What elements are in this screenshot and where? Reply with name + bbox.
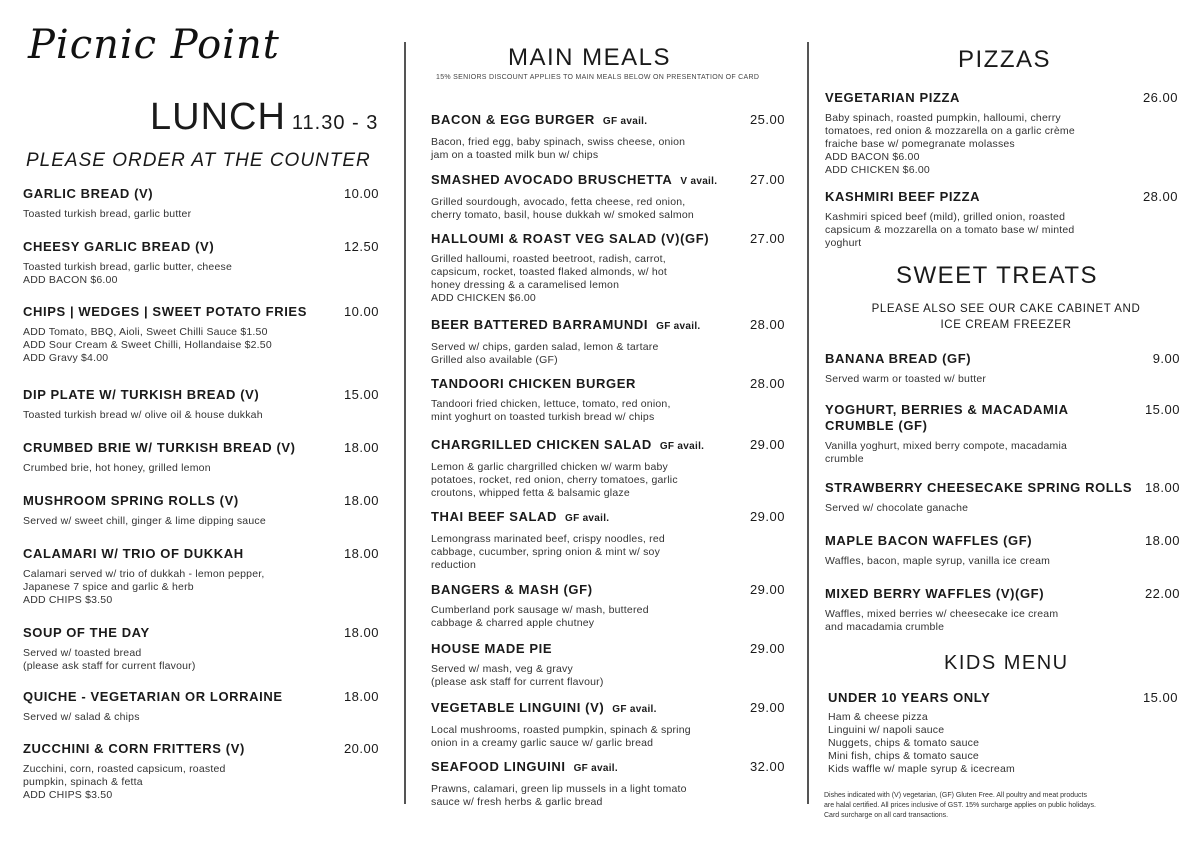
- menu-item-name-text: KASHMIRI BEEF PIZZA: [825, 189, 981, 204]
- dietary-tag: GF avail.: [602, 116, 648, 127]
- menu-item-desc: Lemongrass marinated beef, crispy noodles, red cabbage, cucumber, spring onion & mint w/ soy reduction: [431, 533, 665, 571]
- menu-item-price: 29.00: [749, 437, 785, 452]
- dietary-tag: GF avail.: [656, 321, 701, 332]
- menu-item: [431, 759, 785, 809]
- menu-item-name-text: BEER BATTERED BARRAMUNDI: [431, 317, 649, 332]
- menu-item-name-text: CHARGRILLED CHICKEN SALAD: [431, 437, 652, 452]
- cake-cabinet-note-line1: PLEASE ALSO SEE OUR CAKE CABINET AND: [871, 303, 1141, 315]
- menu-item-name-text: CHEESY GARLIC BREAD (V): [23, 239, 215, 254]
- menu-item-desc: Served warm or toasted w/ butter: [825, 373, 987, 385]
- pizzas-title: PIZZAS: [958, 46, 1052, 73]
- menu-item: [825, 189, 1178, 250]
- lunch-heading: [150, 96, 378, 139]
- menu-item-name: [23, 239, 379, 255]
- menu-item: [431, 172, 785, 222]
- menu-item-desc: Zucchini, corn, roasted capsicum, roasted pumpkin, spinach & fetta ADD CHIPS $3.50: [23, 763, 226, 801]
- menu-item-price: 28.00: [749, 376, 785, 391]
- menu-item-name: [431, 172, 785, 190]
- menu-item-name-text: HOUSE MADE PIE: [431, 641, 553, 656]
- menu-item-price: 12.50: [343, 239, 379, 254]
- dietary-tag: GF avail.: [565, 513, 610, 524]
- kids-menu-price: 15.00: [1142, 690, 1178, 705]
- menu-item-price: 18.00: [343, 689, 379, 704]
- menu-item-name: [431, 231, 785, 247]
- menu-item-name: [23, 625, 379, 641]
- menu-item-price: 15.00: [343, 387, 379, 402]
- column-divider-right: [807, 42, 809, 804]
- menu-item-desc: Served w/ toasted bread (please ask staff for current flavour): [23, 647, 196, 672]
- menu-item-desc: Waffles, mixed berries w/ cheesecake ice cream and macadamia crumble: [825, 608, 1059, 633]
- menu-item-desc: Kashmiri spiced beef (mild), grilled onion, roasted capsicum & mozzarella on a tomato base w/ minted yoghurt: [825, 211, 1075, 249]
- menu-item-desc: Prawns, calamari, green lip mussels in a light tomato sauce w/ fresh herbs & garlic bread: [431, 783, 687, 808]
- menu-item-desc: Served w/ salad & chips: [23, 711, 140, 723]
- menu-item-price: 29.00: [749, 509, 785, 524]
- menu-item-name-text: YOGHURT, BERRIES & MACADAMIA CRUMBLE (GF): [825, 402, 1069, 433]
- lunch-hours: 11.30 - 3: [291, 112, 379, 134]
- menu-item-price: 27.00: [749, 231, 785, 246]
- menu-item: [23, 304, 379, 365]
- menu-item-price: 27.00: [749, 172, 785, 187]
- menu-item-name-text: STRAWBERRY CHEESECAKE SPRING ROLLS: [825, 480, 1133, 495]
- menu-item-name-text: SMASHED AVOCADO BRUSCHETTA: [431, 172, 673, 187]
- menu-item-desc: Calamari served w/ trio of dukkah - lemon pepper, Japanese 7 spice and garlic & herb ADD CHIPS $3.50: [23, 568, 265, 606]
- menu-item-name-text: GARLIC BREAD (V): [23, 186, 154, 201]
- menu-item-name-text: CALAMARI W/ TRIO OF DUKKAH: [23, 546, 244, 561]
- cake-cabinet-note: [838, 301, 1174, 333]
- menu-item: [431, 376, 785, 424]
- menu-item-desc: Grilled halloumi, roasted beetroot, radish, carrot, capsicum, rocket, toasted flaked almonds, w/ hot honey dressing & a caramelised lemon ADD CHICKEN $6.00: [431, 253, 668, 304]
- menu-item-price: 29.00: [749, 700, 785, 715]
- menu-item-desc: Served w/ chocolate ganache: [825, 502, 969, 514]
- menu-item-desc: Baby spinach, roasted pumpkin, halloumi, cherry tomatoes, red onion & mozzarella on a garlic crème fraiche base w/ pomegranate molasses ADD BACON $6.00 ADD CHICKEN $6.00: [825, 112, 1075, 176]
- menu-item: [825, 586, 1180, 634]
- menu-item: [23, 387, 379, 422]
- menu-item-desc: Served w/ mash, veg & gravy (please ask staff for current flavour): [431, 663, 604, 688]
- menu-item-name-text: DIP PLATE W/ TURKISH BREAD (V): [23, 387, 260, 402]
- menu-item-name: [825, 586, 1180, 602]
- menu-item: [23, 546, 379, 607]
- menu-item-desc: Grilled sourdough, avocado, fetta cheese, red onion, cherry tomato, basil, house dukkah w/ smoked salmon: [431, 196, 694, 221]
- menu-item-name: [431, 641, 785, 657]
- menu-item-desc: Toasted turkish bread w/ olive oil & house dukkah: [23, 409, 263, 421]
- kids-menu-desc: Ham & cheese pizza Linguini w/ napoli sauce Nuggets, chips & tomato sauce Mini fish, chips & tomato sauce Kids waffle w/ maple syrup & icecream: [828, 711, 1015, 775]
- menu-item-price: 26.00: [1142, 90, 1178, 105]
- menu-item-name-text: THAI BEEF SALAD: [431, 509, 557, 524]
- menu-item-price: 28.00: [1142, 189, 1178, 204]
- menu-item-price: 18.00: [1144, 533, 1180, 548]
- menu-item-name: [825, 351, 1180, 367]
- menu-item: [23, 625, 379, 673]
- sweet-treats-title: SWEET TREATS: [896, 262, 1099, 289]
- menu-item: [431, 317, 785, 367]
- menu-item: [23, 741, 379, 802]
- kids-menu-name: UNDER 10 YEARS ONLY: [828, 690, 991, 705]
- menu-item-desc: Tandoori fried chicken, lettuce, tomato, red onion, mint yoghurt on toasted turkish bread w/ chips: [431, 398, 671, 423]
- menu-item-name-text: SEAFOOD LINGUINI: [431, 759, 566, 774]
- menu-item-name-text: MIXED BERRY WAFFLES (V)(GF): [825, 586, 1045, 601]
- dietary-tag: GF avail.: [573, 763, 618, 774]
- menu-item-name: [825, 90, 1178, 106]
- menu-item: [825, 90, 1178, 177]
- dietary-footnote: Dishes indicated with (V) vegetarian, (GF) Gluten Free. All poultry and meat products are halal certified. All prices inclusive of GST. 15% surcharge applies on public holidays. Card surcharge on all card transactions.: [824, 792, 1096, 819]
- menu-item: [431, 641, 785, 689]
- menu-item-name: [23, 741, 379, 757]
- menu-item-name: [825, 533, 1180, 549]
- menu-item-price: 28.00: [749, 317, 785, 332]
- menu-item-price: 9.00: [1152, 351, 1180, 366]
- menu-item: [23, 186, 379, 221]
- menu-item-name-text: VEGETABLE LINGUINI (V): [431, 700, 605, 715]
- menu-item-desc: ADD Tomato, BBQ, Aioli, Sweet Chilli Sauce $1.50 ADD Sour Cream & Sweet Chilli, Hollandaise $2.50 ADD Gravy $4.00: [23, 326, 272, 364]
- menu-item: [825, 402, 1180, 466]
- menu-item-name-text: BANANA BREAD (GF): [825, 351, 972, 366]
- menu-item-name-text: CRUMBED BRIE W/ TURKISH BREAD (V): [23, 440, 296, 455]
- menu-item: [825, 351, 1180, 386]
- menu-item-name: [431, 437, 785, 455]
- menu-item-desc: Served w/ chips, garden salad, lemon & tartare Grilled also available (GF): [431, 341, 659, 366]
- menu-item-desc: Local mushrooms, roasted pumpkin, spinach & spring onion in a creamy garlic sauce w/ garlic bread: [431, 724, 691, 749]
- menu-item-price: 18.00: [343, 546, 379, 561]
- dietary-tag: V avail.: [680, 176, 718, 187]
- menu-item-name-text: MAPLE BACON WAFFLES (GF): [825, 533, 1033, 548]
- main-meals-title: MAIN MEALS: [508, 44, 672, 71]
- menu-item-price: 18.00: [1144, 480, 1180, 495]
- menu-item-desc: Vanilla yoghurt, mixed berry compote, macadamia crumble: [825, 440, 1068, 465]
- menu-item-price: 18.00: [343, 440, 379, 455]
- menu-item-desc: Lemon & garlic chargrilled chicken w/ warm baby potatoes, rocket, red onion, cherry tomatoes, garlic croutons, whipped fetta & balsamic glaze: [431, 461, 678, 499]
- lunch-label: LUNCH: [150, 96, 286, 138]
- menu-item-name-text: CHIPS | WEDGES | SWEET POTATO FRIES: [23, 304, 307, 319]
- menu-item-price: 25.00: [749, 112, 785, 127]
- menu-item: [825, 533, 1180, 568]
- menu-item-name-text: ZUCCHINI & CORN FRITTERS (V): [23, 741, 245, 756]
- menu-item-price: 18.00: [343, 493, 379, 508]
- menu-item: [825, 480, 1180, 515]
- kids-menu-title: KIDS MENU: [944, 652, 1069, 674]
- menu-item-desc: Cumberland pork sausage w/ mash, buttered cabbage & charred apple chutney: [431, 604, 649, 629]
- menu-item: [23, 493, 379, 528]
- menu-item-price: 15.00: [1144, 402, 1180, 417]
- menu-item-name: [825, 189, 1178, 205]
- menu-item: [23, 689, 379, 724]
- menu-item: [431, 231, 785, 305]
- menu-item-price: 22.00: [1144, 586, 1180, 601]
- menu-item-name-text: VEGETARIAN PIZZA: [825, 90, 961, 105]
- menu-item-desc: Toasted turkish bread, garlic butter, cheese ADD BACON $6.00: [23, 261, 232, 286]
- seniors-discount-note: 15% SENIORS DISCOUNT APPLIES TO MAIN MEALS BELOW ON PRESENTATION OF CARD: [436, 74, 760, 81]
- menu-item-price: 32.00: [749, 759, 785, 774]
- menu-item-name-text: QUICHE - VEGETARIAN OR LORRAINE: [23, 689, 283, 704]
- menu-item-name: [23, 304, 379, 320]
- menu-item-name: [431, 317, 785, 335]
- menu-item-price: 10.00: [343, 304, 379, 319]
- menu-item-price: 29.00: [749, 582, 785, 597]
- menu-item-name-text: BANGERS & MASH (GF): [431, 582, 593, 597]
- menu-item-name: [23, 546, 379, 562]
- menu-item-name: [431, 376, 785, 392]
- menu-item-name: [431, 700, 785, 718]
- menu-item-name-text: MUSHROOM SPRING ROLLS (V): [23, 493, 239, 508]
- menu-item-name: [23, 689, 379, 705]
- column-divider-left: [404, 42, 406, 804]
- menu-item: [431, 509, 785, 572]
- menu-item-price: 20.00: [343, 741, 379, 756]
- menu-item-desc: Waffles, bacon, maple syrup, vanilla ice cream: [825, 555, 1051, 567]
- menu-item-name: [431, 582, 785, 598]
- menu-item-desc: Crumbed brie, hot honey, grilled lemon: [23, 462, 211, 474]
- menu-item-price: 29.00: [749, 641, 785, 656]
- menu-item: [431, 582, 785, 630]
- dietary-tag: GF avail.: [659, 441, 705, 452]
- menu-item-desc: Served w/ sweet chill, ginger & lime dipping sauce: [23, 515, 266, 527]
- menu-item-price: 10.00: [343, 186, 379, 201]
- menu-item-name: [825, 480, 1180, 496]
- menu-item-name-text: TANDOORI CHICKEN BURGER: [431, 376, 636, 391]
- menu-item: [23, 239, 379, 287]
- menu-item: [431, 437, 785, 500]
- menu-item: [431, 112, 785, 162]
- menu-item-name: [23, 493, 379, 509]
- dietary-tag: GF avail.: [612, 704, 657, 715]
- menu-item-name-text: BACON & EGG BURGER: [431, 112, 595, 127]
- menu-item-name-text: SOUP OF THE DAY: [23, 625, 150, 640]
- menu-item-price: 18.00: [343, 625, 379, 640]
- cake-cabinet-note-line2: ICE CREAM FREEZER: [940, 319, 1072, 331]
- menu-item-name: [431, 509, 785, 527]
- menu-item-name: [23, 387, 379, 403]
- menu-item-name: [23, 440, 379, 456]
- brand-title: Picnic Point: [28, 22, 280, 68]
- menu-item-desc: Bacon, fried egg, baby spinach, swiss cheese, onion jam on a toasted milk bun w/ chips: [431, 136, 686, 161]
- menu-item: [23, 440, 379, 475]
- menu-item-name: [431, 759, 785, 777]
- menu-item: [431, 700, 785, 750]
- menu-item-name: [23, 186, 379, 202]
- order-note: PLEASE ORDER AT THE COUNTER: [26, 150, 371, 171]
- menu-item-desc: Toasted turkish bread, garlic butter: [23, 208, 192, 220]
- menu-item-name: [431, 112, 785, 130]
- menu-item-name-text: HALLOUMI & ROAST VEG SALAD (V)(GF): [431, 231, 710, 246]
- menu-item-name: [825, 402, 1180, 434]
- kids-menu-item: [828, 690, 1178, 776]
